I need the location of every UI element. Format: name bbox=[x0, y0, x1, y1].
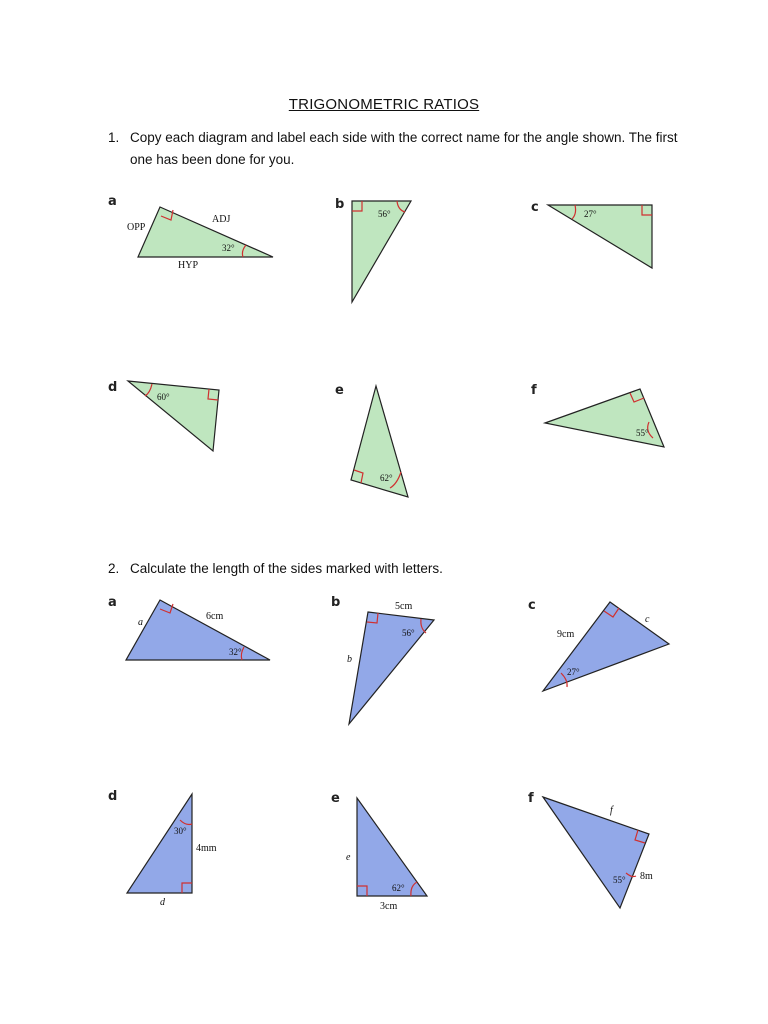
given-side-label: 4mm bbox=[196, 843, 217, 854]
q1-triangle-f bbox=[545, 389, 664, 447]
q2-triangle-c bbox=[543, 602, 669, 691]
question-text: Calculate the length of the sides marked with letters. bbox=[130, 561, 443, 576]
unknown-side-label: c bbox=[645, 614, 650, 625]
angle-label: 56° bbox=[402, 628, 415, 638]
angle-label: 62° bbox=[392, 883, 405, 893]
q2-item-c-letter: c bbox=[528, 598, 536, 613]
q2-triangle-d bbox=[127, 794, 217, 908]
q1-triangle-c bbox=[548, 205, 652, 268]
q1-triangle-b bbox=[352, 201, 411, 302]
q2-triangle-e bbox=[346, 798, 427, 912]
q1-triangle-d bbox=[128, 381, 219, 451]
label-adj: ADJ bbox=[212, 214, 231, 225]
given-side-label: 3cm bbox=[380, 901, 398, 912]
given-side-label: 9cm bbox=[557, 629, 575, 640]
given-side-label: 5cm bbox=[395, 601, 413, 612]
q1-item-e-letter: e bbox=[335, 383, 344, 398]
q2-item-f-letter: f bbox=[528, 791, 534, 806]
unknown-side-label: f bbox=[610, 805, 613, 816]
q1-triangle-a bbox=[127, 207, 273, 271]
unknown-side-label: e bbox=[346, 852, 351, 863]
label-hyp: HYP bbox=[178, 260, 199, 271]
angle-label: 62° bbox=[380, 473, 393, 483]
q1-item-b-letter: b bbox=[335, 197, 345, 212]
q2-item-e-letter: e bbox=[331, 791, 340, 806]
angle-label: 32° bbox=[222, 243, 235, 253]
question-text: Copy each diagram and label each side with the correct name for the angle shown. The first one has been done for you. bbox=[130, 130, 678, 167]
angle-label: 32° bbox=[229, 647, 242, 657]
q2-item-b-letter: b bbox=[331, 595, 341, 610]
angle-label: 27° bbox=[584, 209, 597, 219]
angle-label: 27° bbox=[567, 667, 580, 677]
question-number: 2. bbox=[108, 561, 120, 576]
label-opp: OPP bbox=[127, 222, 146, 233]
unknown-side-label: d bbox=[160, 897, 165, 908]
unknown-side-label: b bbox=[347, 654, 352, 665]
q1-item-c-letter: c bbox=[531, 200, 539, 215]
given-side-label: 8m bbox=[640, 871, 653, 882]
q2-item-d-letter: d bbox=[108, 789, 118, 804]
q1-item-d-letter: d bbox=[108, 380, 118, 395]
q2-triangle-a bbox=[126, 600, 270, 660]
angle-label: 56° bbox=[378, 209, 391, 219]
angle-label: 30° bbox=[174, 826, 187, 836]
q2-triangle-f bbox=[543, 797, 653, 908]
unknown-side-label: a bbox=[138, 617, 143, 628]
angle-label: 55° bbox=[636, 428, 649, 438]
q2-item-a-letter: a bbox=[108, 595, 117, 610]
q2-triangle-b bbox=[347, 601, 434, 724]
q1-item-a-letter: a bbox=[108, 194, 117, 209]
q1-item-f-letter: f bbox=[531, 383, 537, 398]
q1-triangle-e bbox=[351, 386, 408, 497]
page-title: TRIGONOMETRIC RATIOS bbox=[288, 96, 480, 113]
angle-label: 55° bbox=[613, 875, 626, 885]
given-side-label: 6cm bbox=[206, 611, 224, 622]
angle-label: 60° bbox=[157, 392, 170, 402]
question-number: 1. bbox=[108, 130, 120, 145]
